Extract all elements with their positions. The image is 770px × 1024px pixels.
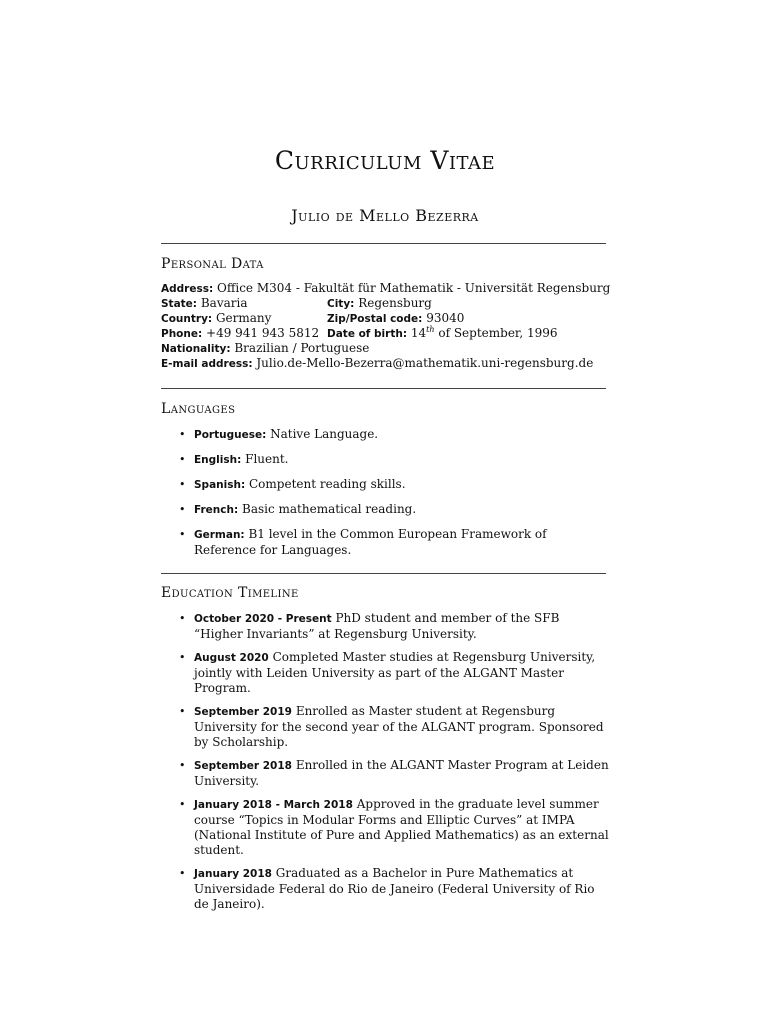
address-value: Office M304 - Fakultät für Mathematik - Universität Regensburg bbox=[217, 281, 611, 295]
list-item bbox=[161, 611, 611, 642]
item-text: PhD student and member of the SFB “Higher Invariants” at Regensburg University. bbox=[194, 611, 560, 641]
nationality-label: Nationality: bbox=[161, 343, 231, 355]
item-text: B1 level in the Common European Framework of Reference for Languages. bbox=[194, 527, 547, 557]
item-label: August 2020 bbox=[194, 652, 269, 664]
nationality-row bbox=[161, 341, 611, 356]
country-zip-row bbox=[161, 311, 611, 326]
item-text: Graduated as a Bachelor in Pure Mathematics at Universidade Federal do Rio de Janeiro (Federal University of Rio de Janeiro). bbox=[194, 866, 595, 911]
address-row bbox=[161, 281, 611, 296]
item-text: Approved in the graduate level summer course “Topics in Modular Forms and Elliptic Curves” at IMPA (National Institute of Pure and Applied Mathematics) as an external student. bbox=[194, 797, 609, 857]
city-value: Regensburg bbox=[358, 296, 432, 310]
divider bbox=[161, 243, 606, 244]
item-label: German: bbox=[194, 529, 245, 541]
list-item bbox=[161, 704, 611, 750]
bullet-icon: • bbox=[179, 478, 186, 491]
bullet-icon: • bbox=[179, 798, 186, 811]
email-label: E-mail address: bbox=[161, 358, 253, 370]
personal-data-block bbox=[161, 281, 611, 371]
dob-label: Date of birth: bbox=[327, 328, 408, 340]
list-item bbox=[161, 866, 611, 912]
bullet-icon: • bbox=[179, 651, 186, 664]
bullet-icon: • bbox=[179, 705, 186, 718]
bullet-icon: • bbox=[179, 428, 186, 441]
bullet-icon: • bbox=[179, 759, 186, 772]
education-list bbox=[161, 611, 611, 920]
section-heading-personal-data: Personal Data bbox=[161, 256, 264, 272]
document-title: Curriculum Vitae bbox=[274, 146, 496, 175]
list-item bbox=[161, 502, 611, 518]
bullet-icon: • bbox=[179, 612, 186, 625]
item-text: Fluent. bbox=[245, 452, 289, 466]
bullet-icon: • bbox=[179, 453, 186, 466]
dob-rest: of September, 1996 bbox=[438, 326, 558, 340]
dob-superscript: th bbox=[426, 325, 435, 334]
item-label: September 2019 bbox=[194, 706, 292, 718]
item-text: Basic mathematical reading. bbox=[242, 502, 417, 516]
phone-label: Phone: bbox=[161, 328, 203, 340]
item-text: Native Language. bbox=[270, 427, 379, 441]
item-label: January 2018 bbox=[194, 868, 272, 880]
dob-day: 14 bbox=[410, 326, 427, 340]
languages-list bbox=[161, 427, 611, 567]
address-label: Address: bbox=[161, 283, 214, 295]
list-item bbox=[161, 452, 611, 468]
zip-value: 93040 bbox=[426, 311, 465, 325]
item-label: September 2018 bbox=[194, 760, 292, 772]
bullet-icon: • bbox=[179, 503, 186, 516]
item-label: January 2018 - March 2018 bbox=[194, 799, 353, 811]
section-heading-education-timeline: Education Timeline bbox=[161, 585, 299, 601]
item-text: Enrolled as Master student at Regensburg University for the second year of the ALGANT program. Sponsored by Scholarship. bbox=[194, 704, 604, 749]
item-label: Portuguese: bbox=[194, 429, 267, 441]
list-item bbox=[161, 797, 611, 858]
item-label: English: bbox=[194, 454, 242, 466]
phone-value: +49 941 943 5812 bbox=[206, 326, 320, 340]
list-item bbox=[161, 427, 611, 443]
list-item bbox=[161, 758, 611, 789]
phone-dob-row bbox=[161, 326, 611, 341]
email-row bbox=[161, 356, 611, 371]
nationality-value: Brazilian / Portuguese bbox=[234, 341, 370, 355]
bullet-icon: • bbox=[179, 528, 186, 541]
item-label: French: bbox=[194, 504, 239, 516]
list-item bbox=[161, 527, 611, 558]
list-item bbox=[161, 477, 611, 493]
author-name: Julio de Mello Bezerra bbox=[291, 206, 479, 225]
email-value[interactable]: Julio.de-Mello-Bezerra@mathematik.uni-regensburg.de bbox=[256, 356, 594, 370]
divider bbox=[161, 388, 606, 389]
state-city-row bbox=[161, 296, 611, 311]
item-label: Spanish: bbox=[194, 479, 246, 491]
divider bbox=[161, 573, 606, 574]
zip-label: Zip/Postal code: bbox=[327, 313, 423, 325]
item-text: Competent reading skills. bbox=[249, 477, 406, 491]
state-value: Bavaria bbox=[200, 296, 248, 310]
state-label: State: bbox=[161, 298, 198, 310]
section-heading-languages: Languages bbox=[161, 401, 236, 417]
country-value: Germany bbox=[215, 311, 272, 325]
item-text: Completed Master studies at Regensburg University, jointly with Leiden University as part of the ALGANT Master Program. bbox=[194, 650, 596, 695]
item-label: October 2020 - Present bbox=[194, 613, 332, 625]
list-item bbox=[161, 650, 611, 696]
bullet-icon: • bbox=[179, 867, 186, 880]
country-label: Country: bbox=[161, 313, 213, 325]
city-label: City: bbox=[327, 298, 355, 310]
item-text: Enrolled in the ALGANT Master Program at Leiden University. bbox=[194, 758, 609, 788]
